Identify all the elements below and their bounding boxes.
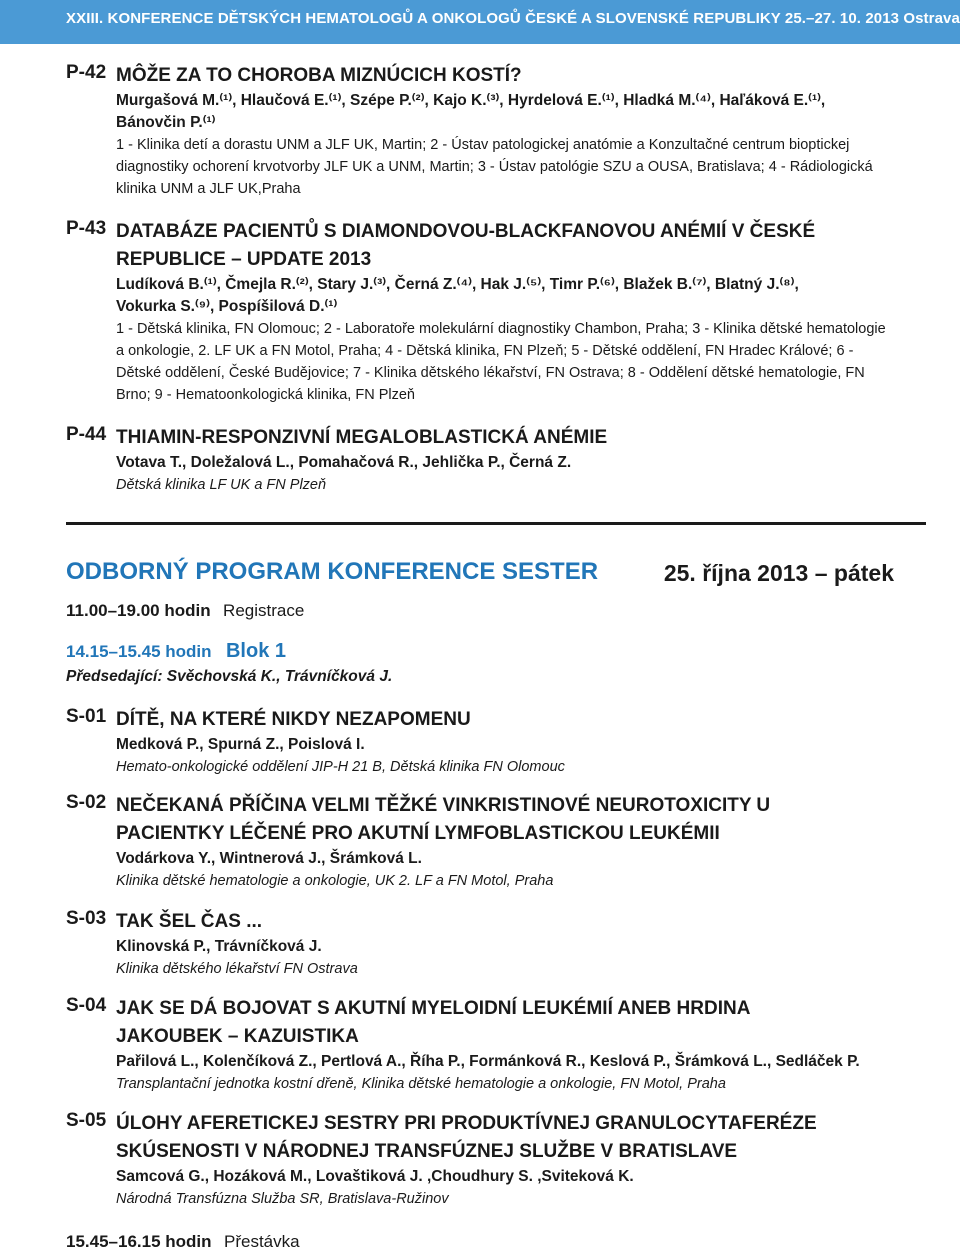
block-label: Blok 1 [225, 640, 287, 662]
poster-title: DATABÁZE PACIENTŮ S DIAMONDOVOU-BLACKFANOVOU ANÉMIÍ V ČESKÉ REPUBLICE – UPDATE 2013 [116, 221, 816, 270]
poster-code: P-43 [66, 218, 107, 239]
talk-title: TAK ŠEL ČAS ... [116, 911, 263, 932]
break-label: Přestávka [223, 1232, 300, 1251]
talk-entry [66, 995, 926, 1095]
talk-code: S-04 [66, 995, 107, 1016]
talk-entry [66, 706, 926, 778]
page-header [0, 0, 960, 44]
talk-title: ÚLOHY AFERETICKEJ SESTRY PRI PRODUKTÍVNEJ GRANULOCYTAFERÉZE SKÚSENOSTI V NÁRODNEJ TRANSFÚZNEJ SLUŽBE V BRATISLAVE [116, 1113, 817, 1162]
section-title: ODBORNÝ PROGRAM KONFERENCE SESTER [66, 558, 599, 585]
poster-affiliation: Dětská klinika LF UK a FN Plzeň [116, 477, 327, 493]
break-time: 15.45–16.15 hodin [66, 1232, 212, 1251]
talk-title: DÍTĚ, NA KTERÉ NIKDY NEZAPOMENU [116, 709, 471, 730]
talk-authors: Samcová G., Hozáková M., Lovaštiková J. ,Choudhury S. ,Sviteková K. [116, 1168, 634, 1185]
block-row [66, 640, 286, 663]
chairs: Předsedající: Svěchovská K., Trávníčková J. [66, 668, 393, 685]
talk-code: S-05 [66, 1110, 107, 1131]
section-divider [66, 522, 926, 525]
poster-code: P-42 [66, 62, 107, 83]
poster-entry [66, 218, 926, 406]
registration-row [66, 601, 304, 621]
poster-title: MÔŽE ZA TO CHOROBA MIZNÚCICH KOSTÍ? [116, 65, 522, 86]
registration-time: 11.00–19.00 hodin [66, 601, 211, 620]
talk-entry [66, 1110, 926, 1210]
talk-entry [66, 792, 926, 892]
registration-label: Registrace [223, 601, 305, 620]
poster-authors: Votava T., Doležalová L., Pomahačová R., Jehlička P., Černá Z. [116, 454, 572, 471]
break-row [66, 1232, 300, 1252]
poster-affiliation: 1 - Dětská klinika, FN Olomouc; 2 - Laboratoře molekulární diagnostiky Chambon, Praha; 3 - Klinika dětské hematologie a onkologie, 2. LF UK a FN Motol, Praha; 4 - Dětská klinika, FN Plzeň; 5 - Dětské oddělení, FN Hradec Králové; 6 - Dětské oddělení, České Budějovice; 7 - Klinika dětského lékařství, FN Ostrava; 8 - Oddělení dětské hematologie, FN Brno; 9 - Hematoonkologická klinika, FN Plzeň [116, 321, 886, 403]
poster-code: P-44 [66, 424, 107, 445]
section-date: 25. října 2013 – pátek [663, 560, 894, 586]
talk-title: JAK SE DÁ BOJOVAT S AKUTNÍ MYELOIDNÍ LEUKÉMIÍ ANEB HRDINA JAKOUBEK – KAZUISTIKA [116, 998, 750, 1047]
talk-affiliation: Hemato-onkologické oddělení JIP-H 21 B, Dětská klinika FN Olomouc [116, 759, 565, 775]
talk-affiliation: Národná Transfúzna Služba SR, Bratislava-Ružinov [116, 1191, 449, 1207]
poster-affiliation: 1 - Klinika detí a dorastu UNM a JLF UK, Martin; 2 - Ústav patologickej anatómie a Konzultačné centrum bioptickej diagnostiky ochorení krvotvorby JLF UK a UNM, Martin; 3 - Ústav patológie SZU a OUSA, Bratislava; 4 - Rádiologická klinika UNM a JLF UK,Praha [116, 137, 873, 197]
talk-affiliation: Klinika dětské hematologie a onkologie, UK 2. LF a FN Motol, Praha [116, 873, 554, 889]
talk-authors: Medková P., Spurná Z., Poislová I. [116, 736, 365, 753]
talk-code: S-01 [66, 706, 107, 727]
talk-title: NEČEKANÁ PŘÍČINA VELMI TĚŽKÉ VINKRISTINOVÉ NEUROTOXICITY U PACIENTKY LÉČENÉ PRO AKUTNÍ LYMFOBLASTICKOU LEUKÉMII [116, 795, 771, 844]
talk-entry [66, 908, 926, 980]
poster-entry [66, 424, 926, 496]
talk-code: S-02 [66, 792, 107, 813]
talk-code: S-03 [66, 908, 107, 929]
talk-authors: Vodárkova Y., Wintnerová J., Šrámková L. [116, 850, 422, 867]
poster-authors: Murgašová M.⁽¹⁾, Hlaučová E.⁽¹⁾, Szépe P.⁽²⁾, Kajo K.⁽³⁾, Hyrdelová E.⁽¹⁾, Hladká M.⁽⁴⁾, Haľáková E.⁽¹⁾, Bánovčin P.⁽¹⁾ [116, 92, 826, 131]
talk-authors: Klinovská P., Trávníčková J. [116, 938, 322, 955]
talk-authors: Pařilová L., Kolenčíková Z., Pertlová A., Říha P., Formánková R., Keslová P., Šrámková L., Sedláček P. [116, 1053, 860, 1070]
poster-title: THIAMIN-RESPONZIVNÍ MEGALOBLASTICKÁ ANÉMIE [116, 427, 608, 448]
poster-entry [66, 62, 926, 200]
block-time: 14.15–15.45 hodin [66, 642, 212, 661]
poster-authors: Ludíková B.⁽¹⁾, Čmejla R.⁽²⁾, Stary J.⁽³⁾, Černá Z.⁽⁴⁾, Hak J.⁽⁵⁾, Timr P.⁽⁶⁾, Blažek B.⁽⁷⁾, Blatný J.⁽⁸⁾, Vokurka S.⁽⁹⁾, Pospíšilová D.⁽¹⁾ [116, 276, 799, 315]
header-text: XXIII. KONFERENCE DĚTSKÝCH HEMATOLOGŮ A ONKOLOGŮ ČESKÉ A SLOVENSKÉ REPUBLIKY 25.–27. 10. 2013 Ostrava [66, 10, 960, 27]
talk-affiliation: Transplantační jednotka kostní dřeně, Klinika dětské hematologie a onkologie, FN Motol, Praha [116, 1076, 726, 1092]
talk-affiliation: Klinika dětského lékařství FN Ostrava [116, 961, 358, 977]
